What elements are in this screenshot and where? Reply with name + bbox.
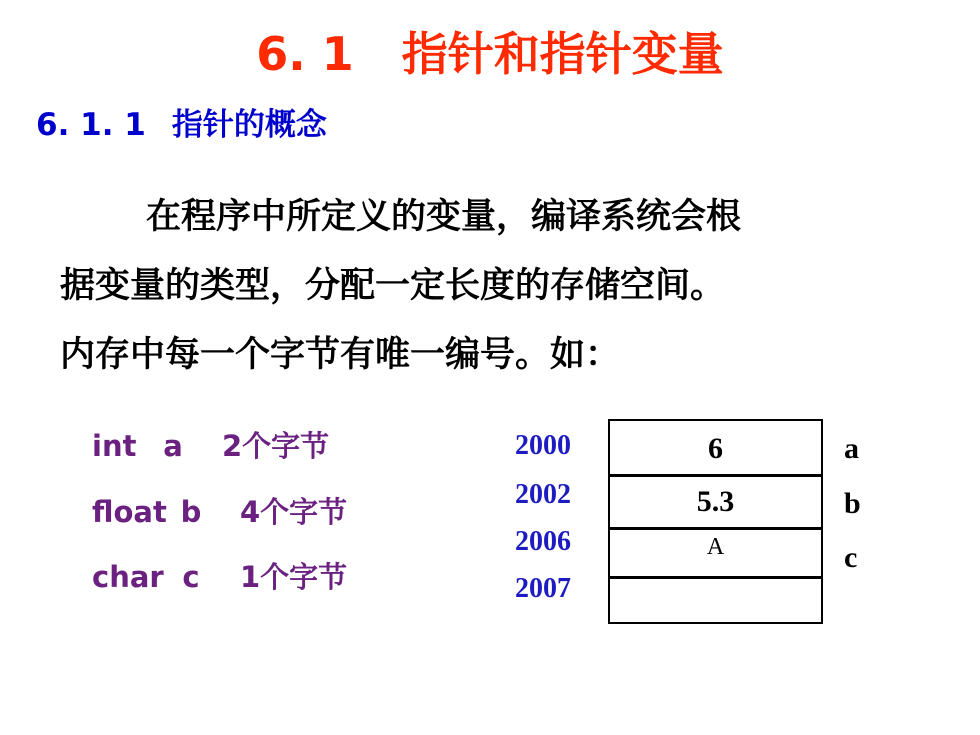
memory-cell: 6: [610, 421, 821, 477]
declaration-int: [92, 426, 329, 466]
declaration-char: [92, 557, 347, 597]
page-title: [0, 24, 980, 84]
decl-var: a: [163, 429, 183, 463]
variable-name: b: [844, 487, 861, 520]
decl-type: int: [92, 429, 137, 463]
paragraph-line: 据变量的类型，分配一定长度的存储空间。: [60, 265, 726, 306]
memory-cell: [610, 579, 821, 622]
decl-size: 4个字节: [240, 495, 348, 529]
decl-size: 2个字节: [222, 429, 330, 463]
decl-size: 1个字节: [240, 560, 348, 594]
title-number: 6. 1: [256, 27, 354, 81]
variable-name: a: [844, 432, 859, 465]
memory-table: [608, 419, 823, 624]
section-text: 指针的概念: [171, 107, 327, 143]
memory-address: 2007: [515, 573, 571, 604]
memory-cell: 5.3: [610, 477, 821, 530]
declaration-float: [92, 492, 347, 532]
title-text: 指针和指针变量: [401, 27, 724, 81]
memory-address: 2006: [515, 526, 571, 557]
paragraph-line: 在程序中所定义的变量，编译系统会根: [146, 196, 742, 237]
decl-type: char: [92, 560, 164, 594]
paragraph-line: 内存中每一个字节有唯一编号。如：: [60, 334, 621, 375]
memory-address: 2000: [515, 430, 571, 461]
memory-cell: A: [610, 530, 821, 579]
section-number: 6. 1. 1: [36, 107, 146, 143]
decl-var: c: [182, 560, 200, 594]
body-paragraph: [60, 182, 930, 389]
decl-type: float: [92, 495, 167, 529]
variable-name: c: [844, 541, 858, 574]
section-heading: [36, 100, 327, 150]
decl-var: b: [180, 495, 202, 529]
memory-address: 2002: [515, 479, 571, 510]
